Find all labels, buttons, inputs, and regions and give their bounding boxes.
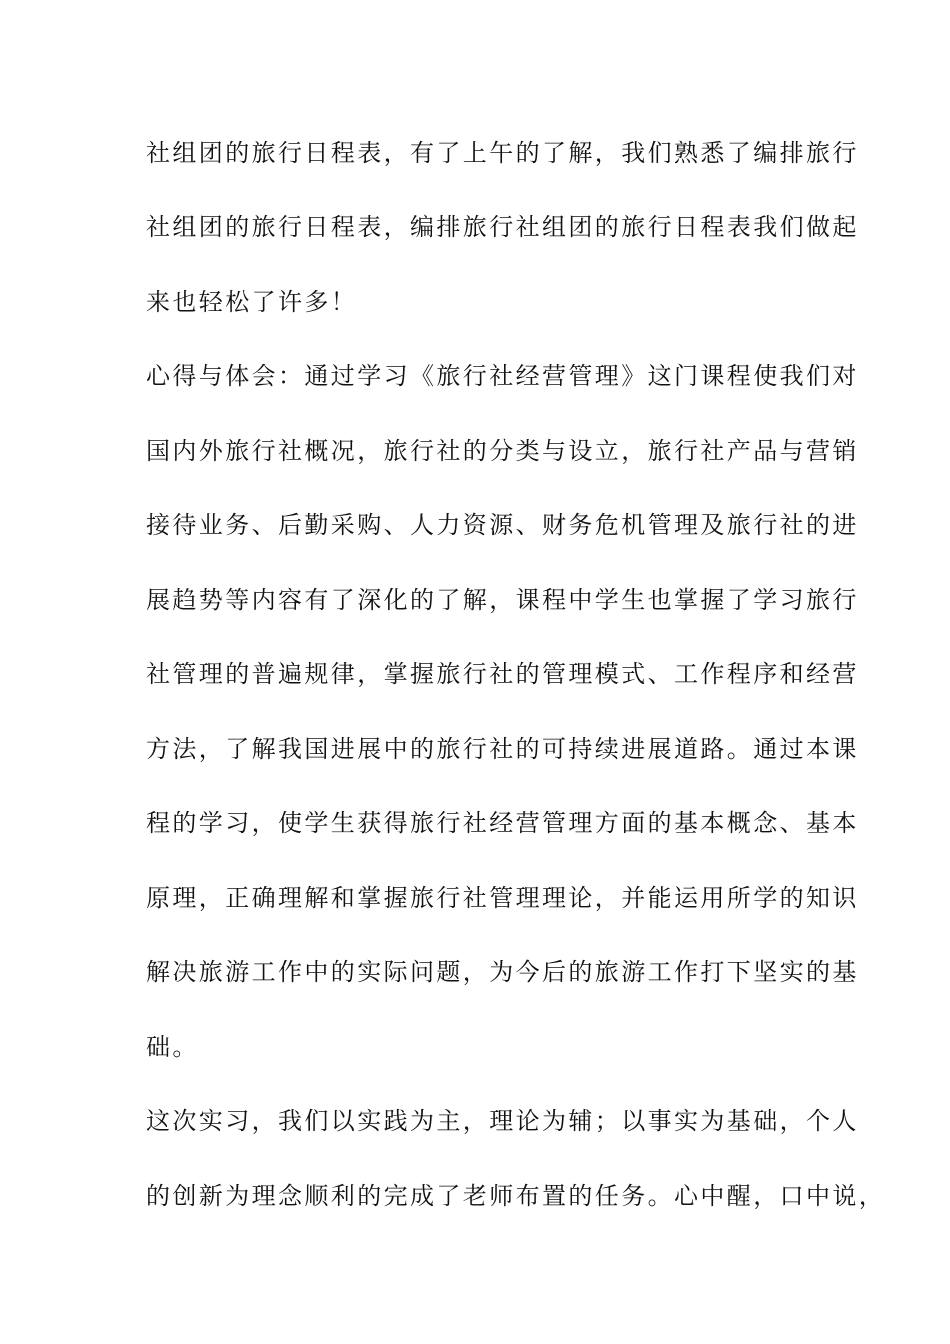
text-line: 社组团的旅行日程表，有了上午的了解，我们熟悉了编排旅行: [146, 139, 859, 167]
text-line: 社组团的旅行日程表，编排旅行社组团的旅行日程表我们做起: [146, 213, 859, 241]
text-line: 的创新为理念顺利的完成了老师布置的任务。心中醒，口中说，: [146, 1182, 886, 1210]
text-line: 来也轻松了许多！: [146, 288, 358, 316]
text-line: 社管理的普遍规律，掌握旅行社的管理模式、工作程序和经营: [146, 660, 859, 688]
text-line: 础。: [146, 1033, 199, 1061]
text-line: 解决旅游工作中的实际问题，为今后的旅游工作打下坚实的基: [146, 958, 859, 986]
text-line: 接待业务、后勤采购、人力资源、财务危机管理及旅行社的进: [146, 511, 859, 539]
text-line: 心得与体会：通过学习《旅行社经营管理》这门课程使我们对: [146, 362, 859, 390]
text-line: 程的学习，使学生获得旅行社经营管理方面的基本概念、基本: [146, 809, 859, 837]
text-line: 国内外旅行社概况，旅行社的分类与设立，旅行社产品与营销: [146, 437, 859, 465]
text-line: 展趋势等内容有了深化的了解，课程中学生也掌握了学习旅行: [146, 586, 859, 614]
text-line: 原理，正确理解和掌握旅行社管理理论，并能运用所学的知识: [146, 884, 859, 912]
text-line: 方法，了解我国进展中的旅行社的可持续进展道路。通过本课: [146, 735, 859, 763]
text-line: 这次实习，我们以实践为主，理论为辅；以事实为基础，个人: [146, 1107, 859, 1135]
